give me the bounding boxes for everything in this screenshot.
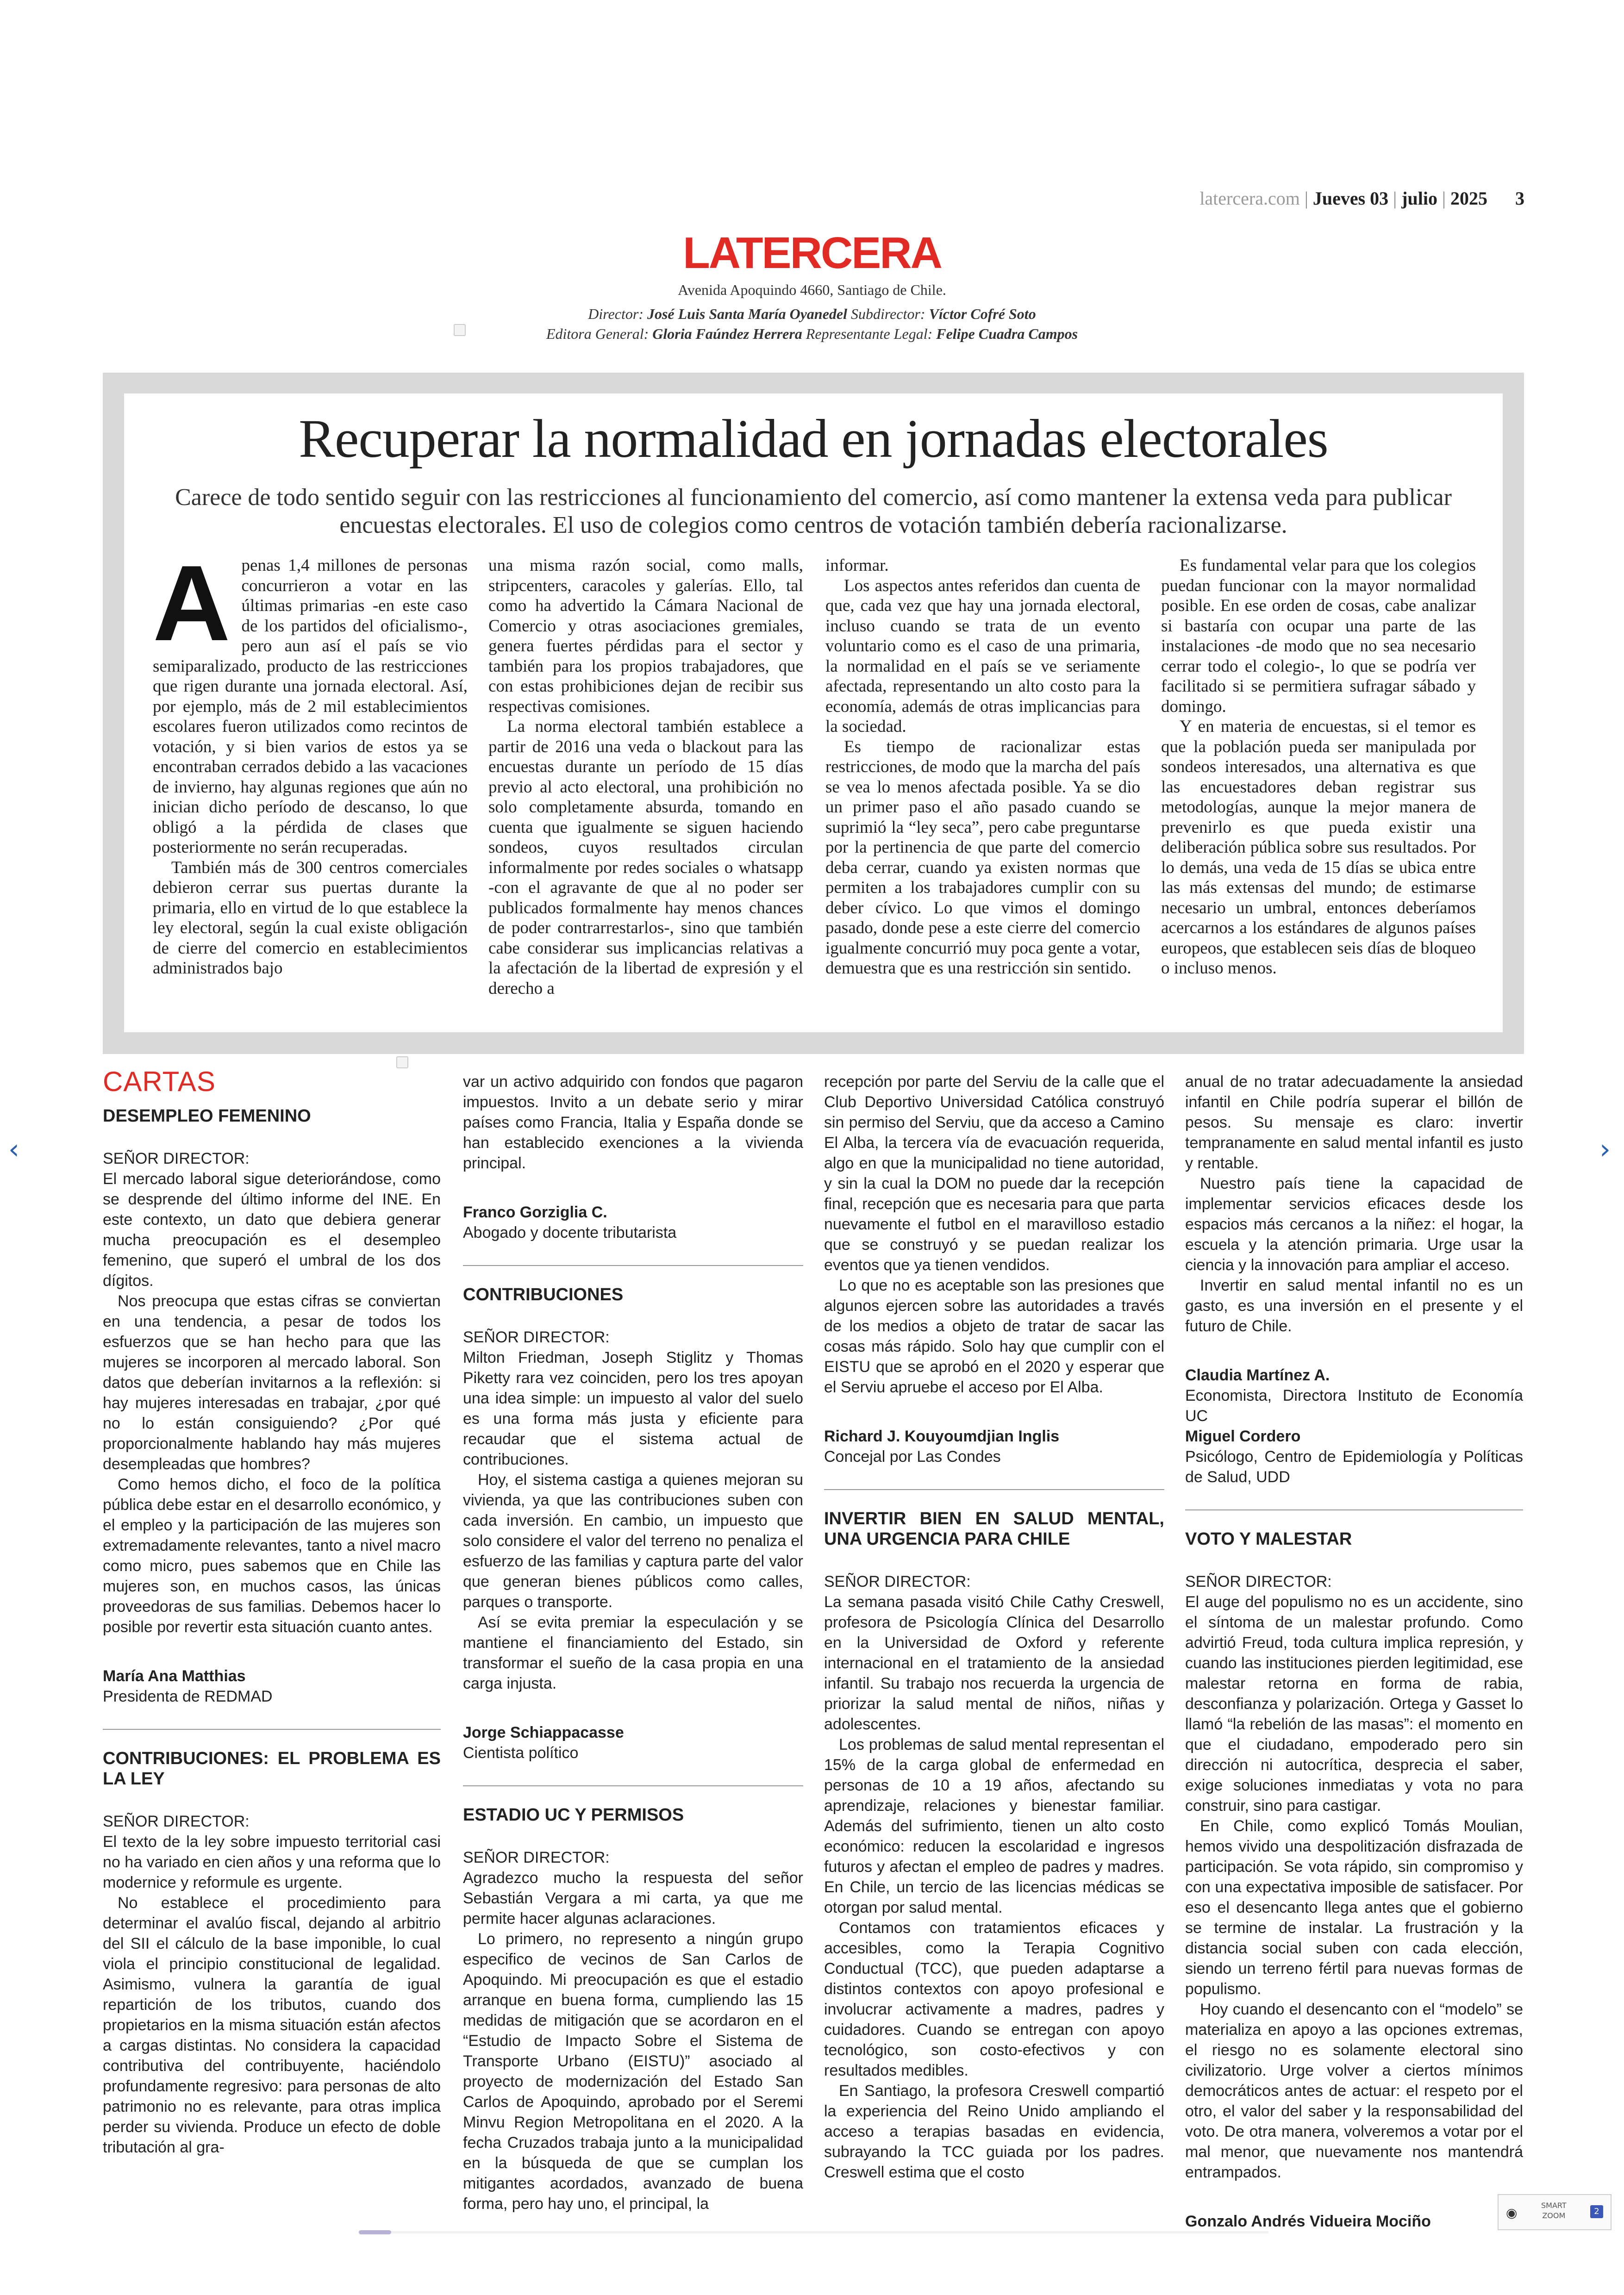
- newspaper-logo: LATERCERA: [683, 228, 941, 278]
- letter-heading: CONTRIBUCIONES: [463, 1285, 624, 1304]
- letter-role: Concejal por Las Condes: [824, 1448, 1001, 1466]
- pin-icon[interactable]: [454, 324, 466, 336]
- editorial-subtitle: Carece de todo sentido seguir con las restricciones al funcionamiento del comercio, así como mantener la extensa veda para publicar encuestas electorales. El uso de colegios como centros de votación también debería racionalizarse.: [175, 484, 1452, 538]
- letter-signature: Richard J. Kouyoumdjian Inglis: [824, 1428, 1060, 1445]
- letter-heading: INVERTIR BIEN EN SALUD MENTAL, UNA URGENCIA PARA CHILE: [824, 1509, 1164, 1549]
- prev-page-arrow-icon[interactable]: ‹: [8, 1133, 19, 1166]
- masthead-editors: Editora General: Gloria Faúndez Herrera Representante Legal: Felipe Cuadra Campos: [546, 325, 1078, 342]
- divider: [1185, 1509, 1523, 1510]
- editorial-title: Recuperar la normalidad en jornadas electorales: [299, 408, 1328, 469]
- smart-zoom-label: SMART ZOOM: [1541, 2201, 1567, 2220]
- letters-column-2: var un activo adquirido con fondos que pagaron impuestos. Invito a un debate serio y mirar países como Francia, Italia y España donde se han establecido exenciones a la vivienda principal. Franco Gorziglia C. Abogado y docente tributarista CONTRIBUCIONES SEÑOR DIRECTOR: Milton Friedman, Joseph Stiglitz y Thomas Piketty rara vez coinciden, pero los tres apoyan una idea simple: un impuesto al valor del suelo es una forma más justa y eficiente para recaudar que el sistema actual de contribuciones. Hoy, el sistema castiga a quienes mejoran su vivienda, ya que las contribuciones suben con cada inversión. En cambio, un impuesto que solo considere el valor del terreno no penaliza el esfuerzo de las familias y captura parte del valor que generan bienes públicos como calles, parques o transporte. Así se evita premiar la especulación y se mantiene el financiamiento del Estado, sin transformar el sueño de la casa propia en una carga injusta. Jorge Schiappacasse Cientista político ESTADIO UC Y PERMISOS SEÑOR DIRECTOR: Agradezco mucho la respuesta del señor Sebastián Vergara a mi carta, ya que me permite hacer algunas aclaraciones. Lo primero, no represento a ningún grupo especifico de vecinos de San Carlos de Apoquindo. Mi preocupación es que el estadio arranque en buena forma, cumpliendo las 15 medidas de mitigación que se acordaron en el “Estudio de Impacto Sobre el Sistema de Transporte Urbano (EISTU)” asociado al proyecto de modernización del Estado San Carlos de Apoquindo, aprobado por el Seremi Minvu Region Metropolitana en el 2020. A la fecha Cruzados trabaja junto a la municipalidad en la búsqueda de que se cumplan los mitigantes acordados, avanzado de buena forma, pero hay uno, el principal, la: [463, 1073, 803, 2213]
- salutation: SEÑOR DIRECTOR:: [1185, 1573, 1332, 1590]
- divider: [463, 1265, 803, 1266]
- salutation: SEÑOR DIRECTOR:: [103, 1813, 250, 1830]
- letter-role: Presidenta de REDMAD: [103, 1688, 273, 1705]
- letter-heading: DESEMPLEO FEMENINO: [103, 1106, 311, 1126]
- editorial-column-1: Apenas 1,4 millones de personas concurrieron a votar en las últimas primarias -en este caso de los partidos del oficialismo-, pero aun así el país se vio semiparalizado, producto de las restricciones que rigen durante una jornada electoral. Así, por ejemplo, más de 2 mil establecimientos escolares fueron utilizados como recintos de votación, y si bien varios de estos ya se encontraban cerrados debido a las vacaciones de invierno, hay algunas regiones que aún no inician dicho período de descanso, lo que obligó a la pérdida de clases que posteriormente no serán recuperadas. También más de 300 centros comerciales debieron cerrar sus puertas durante la primaria, ello en virtud de lo que establece la ley electoral, según la cual existe obligación de cierre del comercio en establecimientos administrados bajo: [153, 543, 468, 978]
- smart-zoom-button[interactable]: [1498, 2194, 1612, 2230]
- salutation: SEÑOR DIRECTOR:: [824, 1573, 971, 1590]
- salutation: SEÑOR DIRECTOR:: [463, 1849, 610, 1866]
- masthead-directors: Director: José Luis Santa María Oyanedel Subdirector: Víctor Cofré Soto: [588, 306, 1036, 322]
- editorial-column-2: una misma razón social, como malls, stripcenters, caracoles y galerías. Ello, tal como ha advertido la Cámara Nacional de Comercio y otras asociaciones gremiales, genera fuertes pérdidas para el sector y también para los propios trabajadores, que con estas prohibiciones dejan de recibir sus respectivas comisiones. La norma electoral también establece a partir de 2016 una veda o blackout para las encuestas durante un período de 15 días previo al acto electoral, una prohibición no solo completamente absurda, tomando en cuenta que igualmente se siguen haciendo sondeos, cuyos resultados circulan informalmente por redes sociales o whatsapp -con el agravante de que al no poder ser publicados formalmente hay menos chances de poder contrarrestarlos-, sino que también cabe considerar sus implicancias relativas a la afectación de la libertad de expresión y el derecho a: [488, 556, 803, 998]
- letter-signature: Gonzalo Andrés Vidueira Mociño: [1185, 2213, 1431, 2230]
- eye-icon: ◉: [1506, 2205, 1518, 2220]
- letter-signature: Claudia Martínez A.: [1185, 1366, 1330, 1384]
- letter-heading: ESTADIO UC Y PERMISOS: [463, 1805, 684, 1825]
- letter-role: Cientista político: [463, 1744, 579, 1762]
- date-year: 2025: [1450, 188, 1487, 209]
- section-title: CARTAS: [103, 1066, 216, 1097]
- letter-role: Abogado y docente tributarista: [463, 1224, 677, 1241]
- letters-column-1: CARTAS DESEMPLEO FEMENINO SEÑOR DIRECTOR: El mercado laboral sigue deteriorándose, como se desprende del último informe del INE. En este contexto, un dato que debiera generar mucha preocupación es el desempleo femenino, que superó el umbral de los dos dígitos. Nos preocupa que estas cifras se conviertan en una tendencia, a pesar de todos los esfuerzos que se han hecho para que las mujeres se incorporen al mercado laboral. Son datos que deberían invitarnos a la reflexión: si hay mujeres interesadas en trabajar, ¿por qué no lo están consiguiendo? ¿Por qué proporcionalmente hablando hay más mujeres desempleadas que hombres? Como hemos dicho, el foco de la política pública debe estar en el desarrollo económico, y el empleo y la participación de las mujeres son extremadamente relevantes, tanto a nivel macro como micro, pues sabemos que en Chile las mujeres son, en muchos casos, las únicas proveedoras de sus familias. Debemos hacer lo posible por revertir esta situación cuanto antes. María Ana Matthias Presidenta de REDMAD CONTRIBUCIONES: EL PROBLEMA ES LA LEY SEÑOR DIRECTOR: El texto de la ley sobre impuesto territorial casi no ha variado en cien años y una reforma que lo modernice y reformule es urgente. No establece el procedimiento para determinar el avalúo fiscal, dejando al arbitrio del SII el cálculo de la base imponible, lo cual viola el principio constitucional de legalidad. Asimismo, vulnera la garantía de igual repartición de los tributos, cuando dos propietarios en la misma situación están afectos a cargas distintas. No considera la capacidad contributiva del contribuyente, haciéndolo profundamente regresivo: para personas de alto patrimonio no es relevante, para otras implica perder su vivienda. Produce un efecto de doble tributación al gra-: [103, 1066, 441, 2156]
- letter-role: Psicólogo, Centro de Epidemiología y Políticas de Salud, UDD: [1185, 1448, 1523, 1486]
- divider: [463, 1785, 803, 1786]
- editorial-column-4: Es fundamental velar para que los colegios puedan funcionar con la mayor normalidad posible. En ese orden de cosas, cabe analizar si bastaría con ocupar una parte de las instalaciones -de modo que no sea necesario cerrar todo el colegio-, lo que se podría ver facilitado si se permitiera sufragar sábado y domingo. Y en materia de encuestas, si el temor es que la población pueda ser manipulada por sondeos interesados, una alternativa es que las encuestadores deban registrar sus metodologías, aunque la mejor manera de prevenirlo es que pueda existir una deliberación pública sobre sus resultados. Por lo demás, una veda de 15 días se ubica entre las más extensas del mundo; de estimarse necesario un umbral, entonces deberíamos acercarnos a los estándares de algunos países europeos, que establecen seis días de bloqueo o incluso menos.: [1161, 556, 1476, 978]
- masthead-address: Avenida Apoquindo 4660, Santiago de Chile.: [678, 281, 946, 298]
- date-month: julio: [1401, 188, 1437, 209]
- letter-signature: Jorge Schiappacasse: [463, 1724, 624, 1741]
- salutation: SEÑOR DIRECTOR:: [463, 1328, 610, 1346]
- letter-heading: VOTO Y MALESTAR: [1185, 1529, 1352, 1549]
- salutation: SEÑOR DIRECTOR:: [103, 1150, 250, 1167]
- letter-signature: María Ana Matthias: [103, 1667, 246, 1685]
- letters-column-4: anual de no tratar adecuadamente la ansiedad infantil en Chile podría superar el billón de pesos. Su mensaje es claro: invertir tempranamente en salud mental infantil es justo y rentable. Nuestro país tiene la capacidad de implementar servicios eficaces desde los espacios más cercanos a la niñez: el hogar, la escuela y la atención primaria. Urge usar la ciencia y la innovación para ampliar el acceso. Invertir en salud mental infantil no es un gasto, es una inversión en el presente y el futuro de Chile. Claudia Martínez A. Economista, Directora Instituto de Economía UC Miguel Cordero Psicólogo, Centro de Epidemiología y Políticas de Salud, UDD VOTO Y MALESTAR SEÑOR DIRECTOR: El auge del populismo no es un accidente, sino el síntoma de un malestar profundo. Como advirtió Freud, toda cultura implica represión, y cuando las instituciones pierden legitimidad, ese malestar retorna en forma de rabia, desconfianza y polarización. Ortega y Gasset lo llamó “la rebelión de las masas”: el momento en que el ciudadano, empoderado pero sin dirección ni autocrítica, desprecia el saber, exige soluciones inmediatas y vota no para construir, sino para castigar. En Chile, como explicó Tomás Moulian, hemos vivido una despolitización disfrazada de participación. Se vota rápido, sin compromiso y con una expectativa imposible de satisfacer. Por eso el desencanto llega antes que el gobierno se termine de instalar. La frustración y la distancia social suben con cada elección, siendo un terreno fértil para nuevas formas de populismo. Hoy cuando el desencanto con el “modelo” se materializa en apoyo a las opciones extremas, el riesgo no es solamente electoral sino civilizatorio. Urge volver a ciertos mínimos democráticos antes de actuar: el respeto por el otro, el valor del saber y la responsabilidad del voto. De otra manera, volveremos a votar por el mal menor, que nuevamente nos mantendrá entrampados. Gonzalo Andrés Vidueira Mociño: [1185, 1072, 1523, 2232]
- editorial-column-3: informar. Los aspectos antes referidos dan cuenta de que, cada vez que hay una jornada electoral, incluso cuando se trata de un evento voluntario como es el caso de una primaria, la normalidad en el país se ve seriamente afectada, representando un alto costo para la economía, además de otras implicancias para la sociedad. Es tiempo de racionalizar estas restricciones, de modo que la marcha del país se vea lo menos afectada posible. Ya se dio un primer paso el año pasado cuando se suprimió la “ley seca”, pero cabe preguntarse por la pertinencia de que parte del comercio deba cerrar, cuando ya existen normas que permiten a los trabajadores cumplir con su deber cívico. Lo que vimos el domingo pasado, donde pese a este cierre del comercio igualmente concurrió muy poca gente a votar, demuestra que es una restricción sin sentido.: [825, 556, 1140, 978]
- letter-signature: Franco Gorziglia C.: [463, 1204, 607, 1221]
- divider: [824, 1489, 1164, 1490]
- divider: [103, 1729, 441, 1730]
- pin-icon[interactable]: [396, 1056, 408, 1068]
- drop-cap: A: [153, 543, 231, 663]
- scrollbar-thumb[interactable]: [359, 2230, 391, 2234]
- date-day: Jueves 03: [1312, 188, 1389, 209]
- horizontal-scrollbar[interactable]: [359, 2231, 1268, 2233]
- site-url: latercera.com: [1199, 188, 1300, 209]
- page-number: 3: [1515, 188, 1524, 209]
- page-header: latercera.com | Jueves 03 | julio | 2025 3: [1199, 188, 1524, 209]
- letter-heading: CONTRIBUCIONES: EL PROBLEMA ES LA LEY: [103, 1749, 441, 1789]
- letter-signature: Miguel Cordero: [1185, 1428, 1301, 1445]
- letters-column-3: recepción por parte del Serviu de la calle que el Club Deportivo Universidad Católica construyó sin permiso del Serviu, que da acceso a Camino El Alba, la tercera vía de evacuación requerida, algo en que la municipalidad no tiene autoridad, y sin la cual la DOM no puede dar la recepción final, recepción que es necesaria para que parta nuevamente el futbol en el maravilloso estadio que se construyó y se puedan realizar los eventos que ya tienen vendidos. Lo que no es aceptable son las presiones que algunos ejercen sobre las autoridades a través de los medios a objeto de tratar de sacar las cosas más rápido. Solo hay que cumplir con el EISTU que se aprobó en el 2020 y esperar que el Serviu apruebe el acceso por El Alba. Richard J. Kouyoumdjian Inglis Concejal por Las Condes INVERTIR BIEN EN SALUD MENTAL, UNA URGENCIA PARA CHILE SEÑOR DIRECTOR: La semana pasada visitó Chile Cathy Creswell, profesora de Psicología Clínica del Desarrollo en la Universidad de Oxford y referente internacional en el tratamiento de la ansiedad infantil. Su trabajo nos recuerda la urgencia de priorizar la salud mental de niños, niñas y adolescentes. Los problemas de salud mental representan el 15% de la carga global de enfermedad en personas de 10 a 19 años, afectando su aprendizaje, relaciones y bienestar familiar. Además del sufrimiento, tienen un alto costo económico: reducen la escolaridad e ingresos futuros y afectan el empleo de padres y madres. En Chile, un tercio de las licencias médicas se otorgan por salud mental. Contamos con tratamientos eficaces y accesibles, como la Terapia Cognitivo Conductual (TCC), que pueden adaptarse a distintos contextos con apoyo profesional e involucrar activamente a madres, padres y cuidadores. Cuando se entregan con apoyo tecnológico, son costo-efectivos y con resultados medibles. En Santiago, la profesora Creswell compartió la experiencia del Reino Unido ampliando el acceso a terapias basadas en evidencia, subrayando la TCC guiada por los padres. Creswell estima que el costo: [824, 1073, 1164, 2181]
- letter-role: Economista, Directora Instituto de Economía UC: [1185, 1387, 1523, 1425]
- next-page-arrow-icon[interactable]: ›: [1599, 1133, 1611, 1166]
- zoom-level-badge: 2: [1590, 2205, 1603, 2218]
